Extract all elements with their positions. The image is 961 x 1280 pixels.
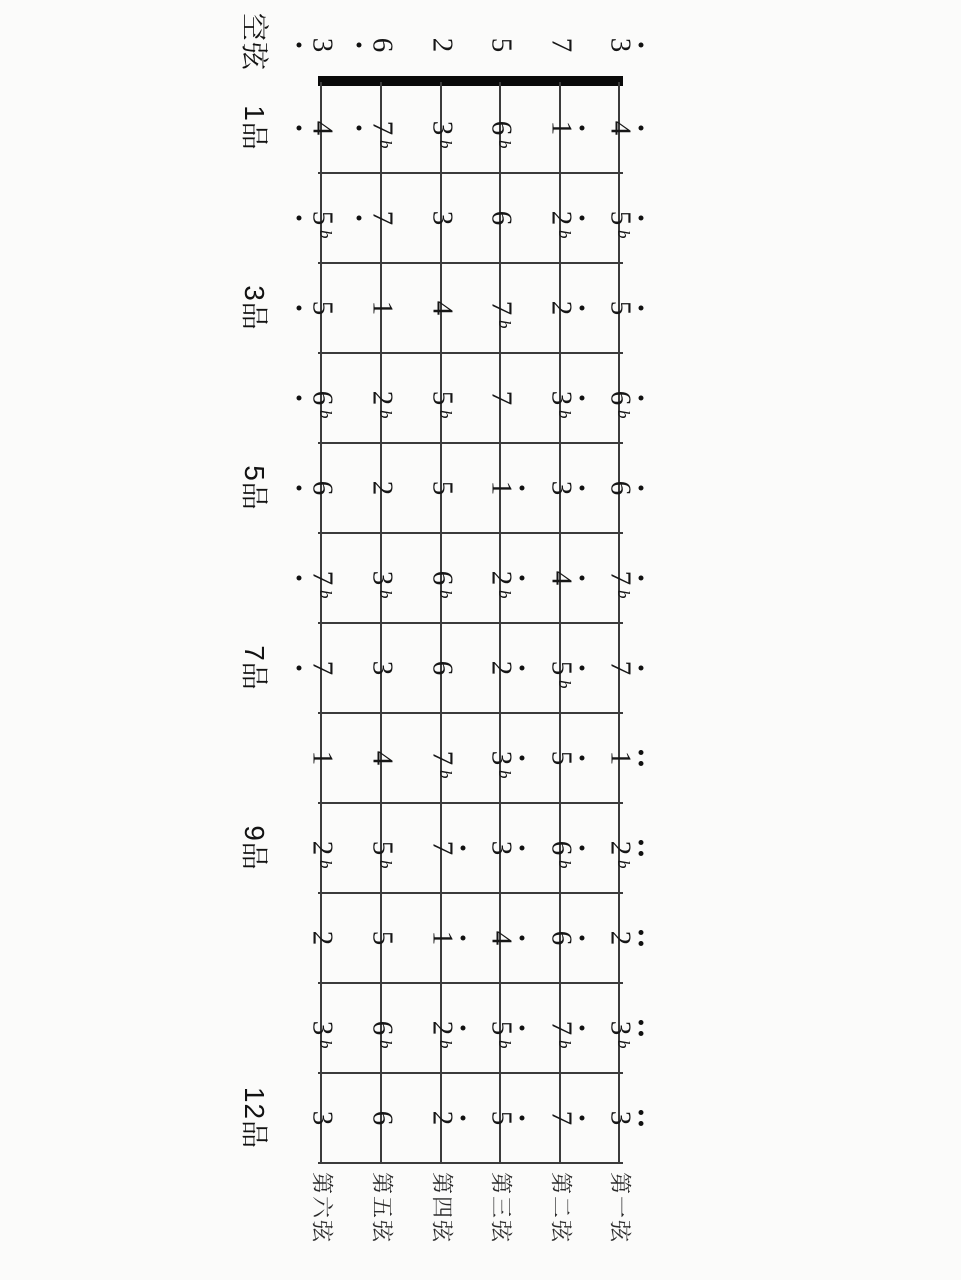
- flat-sign: b: [555, 860, 574, 869]
- note-digit: 7: [306, 660, 339, 676]
- octave-dot: [297, 126, 302, 131]
- flat-sign: b: [614, 230, 633, 239]
- octave-dot: [580, 486, 585, 491]
- note-digit: 6: [366, 1020, 399, 1036]
- note-digit: 5: [545, 750, 578, 766]
- flat-sign: b: [614, 1040, 633, 1049]
- string-label-1: 第一弦: [607, 1171, 633, 1245]
- octave-dot: [580, 846, 585, 851]
- flat-sign: b: [555, 410, 574, 419]
- octave-dot: [461, 1026, 466, 1031]
- note-digit: 3: [604, 37, 637, 53]
- fret-label-0: 空弦: [239, 12, 270, 72]
- flat-sign: b: [316, 410, 335, 419]
- fret-line-9: [318, 892, 623, 894]
- octave-dot: [520, 1116, 525, 1121]
- note-digit: 3: [485, 750, 518, 766]
- note-digit: 3: [604, 1110, 637, 1126]
- note-digit: 4: [426, 300, 459, 316]
- octave-dots-high: [639, 396, 644, 401]
- octave-dot: [639, 930, 644, 935]
- flat-sign: b: [614, 860, 633, 869]
- flat-sign: b: [436, 590, 455, 599]
- string-label-4: 第四弦: [429, 1171, 455, 1245]
- octave-dot: [580, 126, 585, 131]
- octave-dot: [297, 216, 302, 221]
- octave-dots-high: [580, 756, 585, 761]
- note-digit: 6: [485, 210, 518, 226]
- flat-sign: b: [376, 140, 395, 149]
- octave-dots-high: [520, 486, 525, 491]
- fret-line-5: [318, 532, 623, 534]
- note-digit: 3: [366, 570, 399, 586]
- octave-dots-low: [297, 306, 302, 311]
- octave-dot: [580, 576, 585, 581]
- fret-label-3: 3品: [239, 285, 270, 331]
- octave-dots-low: [357, 126, 362, 131]
- octave-dots-high: [520, 1026, 525, 1031]
- octave-dot: [639, 576, 644, 581]
- note-digit: 5: [485, 1110, 518, 1126]
- octave-dots-low: [297, 216, 302, 221]
- note-digit: 2: [604, 840, 637, 856]
- flat-sign: b: [376, 1040, 395, 1049]
- octave-dots-low: [297, 126, 302, 131]
- octave-dot: [639, 1110, 644, 1115]
- note-digit: 2: [604, 930, 637, 946]
- flat-sign: b: [614, 410, 633, 419]
- note-digit: 7: [545, 1020, 578, 1036]
- octave-dot: [580, 936, 585, 941]
- note-digit: 4: [306, 120, 339, 136]
- flat-sign: b: [376, 590, 395, 599]
- octave-dot: [580, 396, 585, 401]
- octave-dot: [639, 941, 644, 946]
- fret-label-9: 9品: [239, 825, 270, 871]
- octave-dots-low: [297, 486, 302, 491]
- note-digit: 3: [545, 480, 578, 496]
- octave-dots-high: [580, 126, 585, 131]
- octave-dot: [357, 126, 362, 131]
- octave-dot: [639, 750, 644, 755]
- note-digit: 3: [306, 37, 339, 53]
- note-digit: 7: [604, 570, 637, 586]
- octave-dots-low: [297, 666, 302, 671]
- note-digit: 4: [545, 570, 578, 586]
- note-digit: 1: [604, 750, 637, 766]
- octave-dot: [520, 1026, 525, 1031]
- flat-sign: b: [376, 410, 395, 419]
- note-digit: 6: [426, 570, 459, 586]
- note-digit: 3: [426, 210, 459, 226]
- octave-dots-high: [580, 666, 585, 671]
- octave-dots-high: [639, 750, 644, 766]
- note-digit: 3: [604, 1020, 637, 1036]
- note-digit: 2: [366, 390, 399, 406]
- octave-dots-high: [639, 126, 644, 131]
- octave-dots-high: [580, 576, 585, 581]
- octave-dots-high: [639, 486, 644, 491]
- octave-dot: [639, 851, 644, 856]
- octave-dot: [297, 486, 302, 491]
- octave-dots-high: [461, 1026, 466, 1031]
- octave-dot: [520, 756, 525, 761]
- octave-dot: [297, 396, 302, 401]
- flat-sign: b: [495, 770, 514, 779]
- fret-line-1: [318, 172, 623, 174]
- note-digit: 3: [306, 1020, 339, 1036]
- octave-dot: [580, 756, 585, 761]
- octave-dots-low: [297, 576, 302, 581]
- note-digit: 5: [604, 210, 637, 226]
- octave-dot: [639, 216, 644, 221]
- flat-sign: b: [495, 590, 514, 599]
- octave-dots-high: [580, 306, 585, 311]
- octave-dot: [580, 1026, 585, 1031]
- octave-dots-high: [580, 396, 585, 401]
- flat-sign: b: [614, 590, 633, 599]
- note-digit: 3: [545, 390, 578, 406]
- note-digit: 7: [366, 120, 399, 136]
- octave-dots-high: [520, 936, 525, 941]
- note-digit: 5: [306, 300, 339, 316]
- octave-dots-high: [520, 666, 525, 671]
- fret-line-4: [318, 442, 623, 444]
- flat-sign: b: [436, 1040, 455, 1049]
- octave-dot: [520, 576, 525, 581]
- octave-dot: [520, 936, 525, 941]
- note-digit: 7: [426, 750, 459, 766]
- note-digit: 7: [604, 660, 637, 676]
- note-digit: 2: [306, 840, 339, 856]
- flat-sign: b: [316, 590, 335, 599]
- note-digit: 4: [485, 930, 518, 946]
- note-digit: 2: [426, 1110, 459, 1126]
- note-digit: 6: [366, 37, 399, 53]
- flat-sign: b: [495, 1040, 514, 1049]
- fret-label-12: 12品: [239, 1086, 270, 1150]
- string-label-5: 第五弦: [369, 1171, 395, 1245]
- flat-sign: b: [436, 140, 455, 149]
- octave-dots-high: [461, 1116, 466, 1121]
- note-digit: 5: [426, 480, 459, 496]
- octave-dots-high: [580, 1116, 585, 1121]
- octave-dot: [639, 1121, 644, 1126]
- fret-line-12: [318, 1162, 623, 1164]
- octave-dot: [639, 396, 644, 401]
- note-digit: 2: [485, 660, 518, 676]
- octave-dot: [520, 666, 525, 671]
- string-label-3: 第三弦: [488, 1171, 514, 1245]
- note-digit: 2: [366, 480, 399, 496]
- string-label-2: 第二弦: [548, 1171, 574, 1245]
- octave-dots-high: [520, 1116, 525, 1121]
- flat-sign: b: [316, 1040, 335, 1049]
- flat-sign: b: [436, 410, 455, 419]
- note-digit: 6: [366, 1110, 399, 1126]
- octave-dots-low: [357, 43, 362, 48]
- note-digit: 6: [604, 480, 637, 496]
- octave-dot: [520, 846, 525, 851]
- octave-dots-high: [461, 936, 466, 941]
- octave-dots-high: [639, 216, 644, 221]
- octave-dots-low: [297, 396, 302, 401]
- note-digit: 2: [306, 930, 339, 946]
- octave-dot: [639, 306, 644, 311]
- note-digit: 6: [426, 660, 459, 676]
- octave-dots-high: [580, 846, 585, 851]
- note-digit: 5: [426, 390, 459, 406]
- note-digit: 6: [485, 120, 518, 136]
- note-digit: 6: [306, 390, 339, 406]
- note-digit: 5: [604, 300, 637, 316]
- fret-label-5: 5品: [239, 465, 270, 511]
- octave-dot: [580, 306, 585, 311]
- octave-dot: [357, 216, 362, 221]
- fret-line-6: [318, 622, 623, 624]
- octave-dots-high: [520, 846, 525, 851]
- note-digit: 3: [485, 840, 518, 856]
- note-digit: 1: [426, 930, 459, 946]
- note-digit: 6: [545, 840, 578, 856]
- octave-dots-high: [639, 840, 644, 856]
- octave-dot: [639, 666, 644, 671]
- octave-dots-high: [639, 930, 644, 946]
- octave-dot: [639, 1031, 644, 1036]
- octave-dot: [639, 43, 644, 48]
- octave-dot: [639, 126, 644, 131]
- flat-sign: b: [555, 1040, 574, 1049]
- note-digit: 2: [545, 300, 578, 316]
- note-digit: 3: [366, 660, 399, 676]
- note-digit: 1: [306, 750, 339, 766]
- octave-dots-high: [461, 846, 466, 851]
- fret-line-8: [318, 802, 623, 804]
- octave-dots-high: [520, 576, 525, 581]
- flat-sign: b: [316, 230, 335, 239]
- flat-sign: b: [376, 860, 395, 869]
- note-digit: 5: [366, 930, 399, 946]
- octave-dots-low: [297, 43, 302, 48]
- note-digit: 7: [306, 570, 339, 586]
- octave-dots-low: [357, 216, 362, 221]
- note-digit: 2: [485, 570, 518, 586]
- note-digit: 3: [306, 1110, 339, 1126]
- flat-sign: b: [555, 680, 574, 689]
- note-digit: 1: [485, 480, 518, 496]
- octave-dot: [297, 43, 302, 48]
- octave-dot: [580, 216, 585, 221]
- fret-line-10: [318, 982, 623, 984]
- fret-line-11: [318, 1072, 623, 1074]
- note-digit: 7: [485, 300, 518, 316]
- note-digit: 7: [545, 37, 578, 53]
- octave-dot: [639, 486, 644, 491]
- octave-dots-high: [580, 936, 585, 941]
- string-label-6: 第六弦: [309, 1171, 335, 1245]
- octave-dots-high: [639, 576, 644, 581]
- note-digit: 4: [366, 750, 399, 766]
- octave-dots-high: [580, 486, 585, 491]
- note-digit: 2: [426, 37, 459, 53]
- octave-dot: [297, 576, 302, 581]
- octave-dot: [461, 1116, 466, 1121]
- octave-dot: [297, 666, 302, 671]
- octave-dots-high: [580, 216, 585, 221]
- note-digit: 6: [604, 390, 637, 406]
- note-digit: 1: [366, 300, 399, 316]
- flat-sign: b: [436, 770, 455, 779]
- note-digit: 6: [306, 480, 339, 496]
- octave-dots-high: [639, 1110, 644, 1126]
- note-digit: 7: [545, 1110, 578, 1126]
- note-digit: 4: [604, 120, 637, 136]
- note-digit: 5: [545, 660, 578, 676]
- octave-dot: [297, 306, 302, 311]
- fret-line-3: [318, 352, 623, 354]
- fret-label-7: 7品: [239, 645, 270, 691]
- fret-line-2: [318, 262, 623, 264]
- flat-sign: b: [555, 230, 574, 239]
- octave-dot: [639, 1020, 644, 1025]
- octave-dot: [520, 486, 525, 491]
- fret-line-7: [318, 712, 623, 714]
- octave-dot: [580, 1116, 585, 1121]
- octave-dots-high: [580, 1026, 585, 1031]
- octave-dot: [461, 846, 466, 851]
- fret-label-1: 1品: [239, 105, 270, 151]
- note-digit: 1: [545, 120, 578, 136]
- octave-dots-high: [639, 1020, 644, 1036]
- octave-dots-high: [639, 306, 644, 311]
- note-digit: 7: [366, 210, 399, 226]
- octave-dot: [357, 43, 362, 48]
- note-digit: 5: [485, 37, 518, 53]
- flat-sign: b: [495, 140, 514, 149]
- octave-dot: [580, 666, 585, 671]
- note-digit: 6: [545, 930, 578, 946]
- octave-dot: [461, 936, 466, 941]
- note-digit: 2: [545, 210, 578, 226]
- flat-sign: b: [316, 860, 335, 869]
- octave-dots-high: [639, 43, 644, 48]
- note-digit: 2: [426, 1020, 459, 1036]
- note-digit: 5: [485, 1020, 518, 1036]
- note-digit: 5: [366, 840, 399, 856]
- note-digit: 3: [426, 120, 459, 136]
- flat-sign: b: [495, 320, 514, 329]
- note-digit: 5: [306, 210, 339, 226]
- octave-dot: [639, 840, 644, 845]
- octave-dots-high: [639, 666, 644, 671]
- note-digit: 7: [426, 840, 459, 856]
- nut-bar: [318, 76, 623, 86]
- note-digit: 7: [485, 390, 518, 406]
- octave-dot: [639, 761, 644, 766]
- octave-dots-high: [520, 756, 525, 761]
